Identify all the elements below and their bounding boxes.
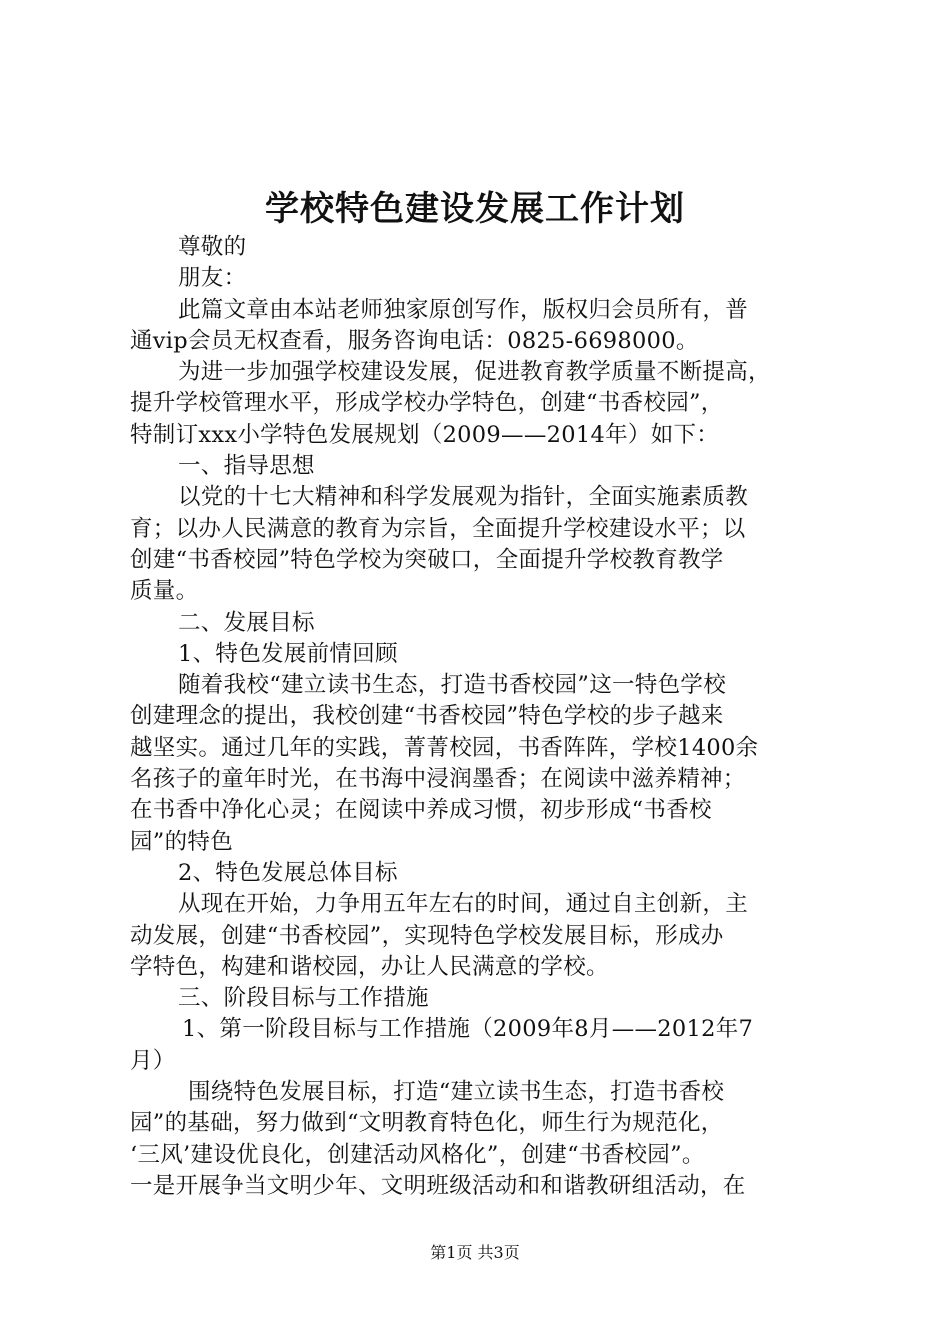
paragraph-line: 园”的基础，努力做到“文明教育特色化，师生行为规范化， <box>130 1110 724 1137</box>
paragraph-line: 提升学校管理水平，形成学校办学特色，创建“书香校园”， <box>130 390 724 417</box>
paragraph-line: 随着我校“建立读书生态，打造书香校园”这一特色学校 <box>178 672 727 699</box>
section-heading: 二、发展目标 <box>178 609 315 636</box>
section-heading: 三、阶段目标与工作措施 <box>178 985 429 1012</box>
subsection-heading: 1、特色发展前情回顾 <box>178 640 398 667</box>
paragraph-line: 从现在开始，力争用五年左右的时间，通过自主创新，主 <box>178 891 749 918</box>
paragraph-line: 特制订xxx小学特色发展规划（2009——2014年）如下： <box>130 421 720 448</box>
paragraph-line: 名孩子的童年时光，在书海中浸润墨香；在阅读中滋养精神； <box>130 766 746 793</box>
subsection-heading-continued: 月） <box>130 1047 176 1074</box>
paragraph-line: 围绕特色发展目标，打造“建立读书生态，打造书香校 <box>188 1079 725 1106</box>
salutation-line-2: 朋友： <box>178 265 247 292</box>
paragraph-line: 一是开展争当文明少年、文明班级活动和和谐教研组活动，在 <box>130 1172 746 1199</box>
paragraph-line: 越坚实。通过几年的实践，菁菁校园，书香阵阵，学校1400余 <box>130 734 759 761</box>
paragraph-line: 质量。 <box>130 578 199 605</box>
paragraph-line: 创建理念的提出，我校创建“书香校园”特色学校的步子越来 <box>130 703 724 730</box>
document-title: 学校特色建设发展工作计划 <box>265 189 685 229</box>
section-heading: 一、指导思想 <box>178 453 315 480</box>
paragraph-line: 园”的特色 <box>130 828 234 855</box>
paragraph-line: ‘三风’建设优良化，创建活动风格化”，创建“书香校园”。 <box>130 1141 705 1168</box>
paragraph-line: 为进一步加强学校建设发展，促进教育教学质量不断提高， <box>178 359 771 386</box>
document-body <box>130 232 830 1202</box>
paragraph-line: 创建“书香校园”特色学校为突破口，全面提升学校教育教学 <box>130 546 724 573</box>
paragraph-line: 育；以办人民满意的教育为宗旨，全面提升学校建设水平；以 <box>130 515 746 542</box>
subsection-heading: 2、特色发展总体目标 <box>178 859 398 886</box>
paragraph-line: 此篇文章由本站老师独家原创写作，版权归会员所有，普 <box>178 296 749 323</box>
paragraph-line: 以党的十七大精神和科学发展观为指针，全面实施素质教 <box>178 484 749 511</box>
paragraph-line: 通vip会员无权查看，服务咨询电话：0825-6698000。 <box>130 327 699 354</box>
paragraph-line: 在书香中净化心灵；在阅读中养成习惯，初步形成“书香校 <box>130 797 712 824</box>
page-number-footer: 第1页 共3页 <box>430 1243 520 1262</box>
paragraph-line: 学特色，构建和谐校园，办让人民满意的学校。 <box>130 953 609 980</box>
subsection-heading: 1、第一阶段目标与工作措施（2009年8月——2012年7 <box>182 1016 754 1043</box>
paragraph-line: 动发展，创建“书香校园”，实现特色学校发展目标，形成办 <box>130 922 724 949</box>
salutation-line-1: 尊敬的 <box>178 234 247 260</box>
